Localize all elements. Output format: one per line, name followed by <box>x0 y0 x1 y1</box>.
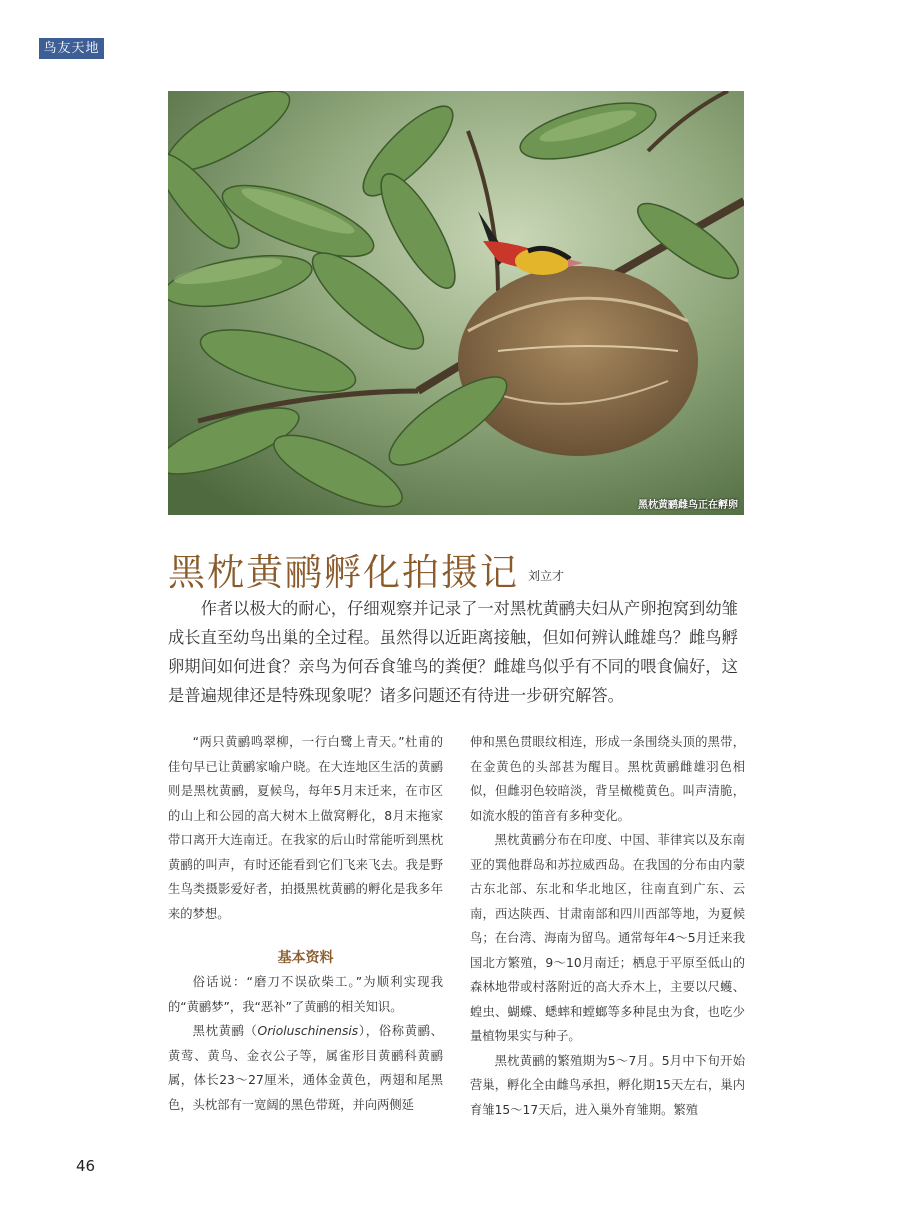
article-title: 黑枕黄鹂孵化拍摄记 <box>168 551 519 594</box>
right-column <box>470 730 745 1122</box>
text-segment: 黑枕黄鹂（ <box>192 1024 258 1038</box>
paragraph-species <box>168 1019 443 1117</box>
paragraph: 俗话说：“磨刀不误砍柴工。”为顺利实现我的“黄鹂梦”，我“恶补”了黄鹂的相关知识。 <box>168 975 443 1014</box>
left-column <box>168 730 443 1117</box>
text-segment: ），俗称黄鹂、黄莺、黄鸟、金衣公子等，属雀形目黄鹂科黄鹂属，体长23～27厘米，通体金黄色，两翅和尾黑色，头枕部有一宽阔的黑色带斑，并向两侧延 <box>168 1024 443 1112</box>
oriole-nest-photo <box>168 91 744 515</box>
article-author: 刘立才 <box>528 569 565 583</box>
paragraph-continued: 伸和黑色贯眼纹相连，形成一条围绕头顶的黑带，在金黄色的头部甚为醒目。黑枕黄鹂雌雄羽色相似，但雌羽色较暗淡，背呈橄榄黄色。叫声清脆，如流水般的笛音有多种变化。 <box>470 735 745 823</box>
section-subheading: 基本资料 <box>277 950 334 966</box>
article-abstract <box>168 594 744 710</box>
paragraph-distribution: 黑枕黄鹂分布在印度、中国、菲律宾以及东南亚的巽他群岛和苏拉威西岛。在我国的分布由内蒙古东北部、东北和华北地区，往南直到广东、云南，西达陕西、甘肃南部和四川西部等地，为夏候鸟；在台湾、海南为留鸟。通常每年4～5月迁来我国北方繁殖，9～10月南迁；栖息于平原至低山的森林地带或村落附近的高大乔木上，主要以尺蠖、蝗虫、蝴蝶、蟋蟀和螳螂等多种昆虫为食，也吃少量植物果实与种子。 <box>470 833 745 1043</box>
latin-name: Orioluschinensis <box>257 1024 359 1038</box>
abstract-text: 作者以极大的耐心，仔细观察并记录了一对黑枕黄鹂夫妇从产卵抱窝到幼雏成长直至幼鸟出巢的全过程。虽然得以近距离接触，但如何辨认雌雄鸟？雌鸟孵卵期间如何进食？亲鸟为何吞食雏鸟的粪便？雌雄鸟似乎有不同的喂食偏好，这是普遍规律还是特殊现象呢？诸多问题还有待进一步研究解答。 <box>168 599 738 705</box>
intro-paragraph: “两只黄鹂鸣翠柳，一行白鹭上青天。”杜甫的佳句早已让黄鹂家喻户晓。在大连地区生活的黄鹂则是黑枕黄鹂，夏候鸟，每年5月末迁来，在市区的山上和公园的高大树木上做窝孵化，8月末拖家带口离开大连南迁。在我家的后山时常能听到黑枕黄鹂的叫声，有时还能看到它们飞来飞去。我是野生鸟类摄影爱好者，拍摄黑枕黄鹂的孵化是我多年来的梦想。 <box>168 735 443 921</box>
photo-illustration <box>168 91 744 515</box>
section-tag: 鸟友天地 <box>39 38 104 59</box>
paragraph-breeding: 黑枕黄鹂的繁殖期为5～7月。5月中下旬开始营巢，孵化全由雌鸟承担，孵化期15天左右，巢内育雏15～17天后，进入巢外育雏期。繁殖 <box>470 1053 745 1117</box>
page-number: 46 <box>76 1157 96 1175</box>
photo-caption: 黑枕黄鹂雌鸟正在孵卵 <box>638 500 738 511</box>
